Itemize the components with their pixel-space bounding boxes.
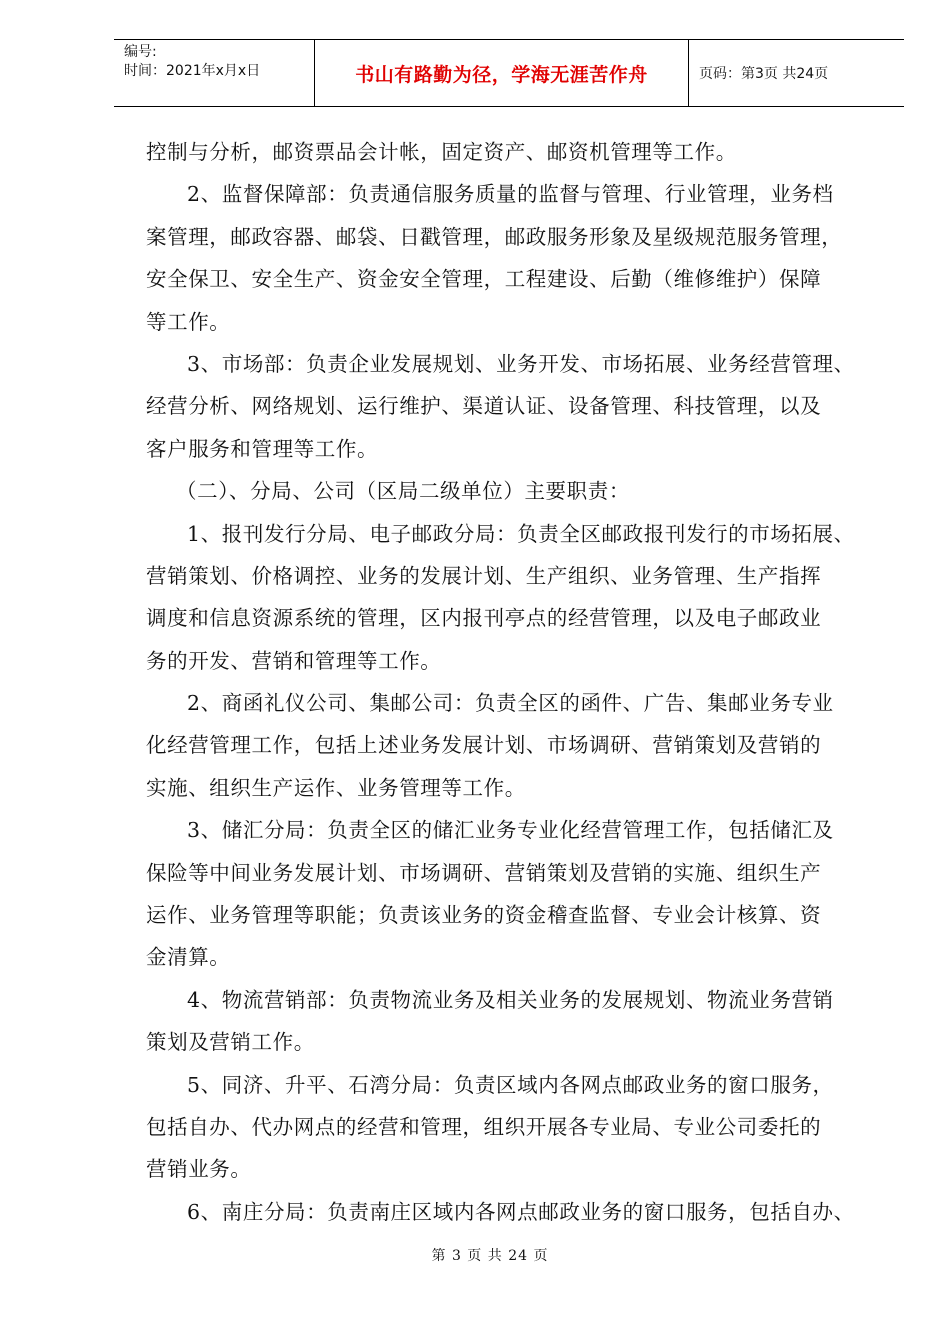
body-line: 3、储汇分局：负责全区的储汇业务专业化经营管理工作，包括储汇及 [187,818,834,843]
body-line: 金清算。 [146,945,231,970]
body-line: 6、南庄分局：负责南庄区域内各网点邮政业务的窗口服务，包括自办、 [187,1199,855,1224]
body-line: 3、市场部：负责企业发展规划、业务开发、市场拓展、业务经营管理、 [187,351,855,376]
header-motto-cell [315,40,689,106]
body-line: 2、监督保障部：负责通信服务质量的监督与管理、行业管理，业务档 [187,182,834,207]
body-line: 案管理，邮政容器、邮袋、日戳管理，邮政服务形象及星级规范服务管理， [146,224,843,249]
serial-label: 编号: [124,44,157,60]
header-page-cell [689,40,904,106]
time-label: 时间：2021年x月x日 [124,63,261,79]
body-line: 等工作。 [146,309,231,334]
body-line: 实施、组织生产运作、业务管理等工作。 [146,775,526,800]
page-label: 页码：第3页 共24页 [699,66,829,82]
body-line: 营销业务。 [146,1157,252,1182]
body-line: 2、商函礼仪公司、集邮公司：负责全区的函件、广告、集邮业务专业 [187,691,834,716]
body-line: 营销策划、价格调控、业务的发展计划、生产组织、业务管理、生产指挥 [146,563,822,588]
body-line: 5、同济、升平、石湾分局：负责区域内各网点邮政业务的窗口服务， [187,1072,834,1097]
body-line: 客户服务和管理等工作。 [146,436,379,461]
body-line: 控制与分析，邮资票品会计帐，固定资产、邮资机管理等工作。 [146,140,737,164]
motto-text: 书山有路勤为径，学海无涯苦作舟 [355,63,648,86]
header-meta-cell [114,40,315,106]
body-line: 化经营管理工作，包括上述业务发展计划、市场调研、营销策划及营销的 [146,733,822,758]
page-footer: 第 3 页 共 24 页 [431,1248,549,1264]
section-heading: （二）、分局、公司（区局二级单位）主要职责： [176,479,630,504]
body-line: 4、物流营销部：负责物流业务及相关业务的发展规划、物流业务营销 [187,987,834,1012]
body-line: 策划及营销工作。 [146,1030,315,1055]
document-body [146,131,886,1233]
body-line: 保险等中间业务发展计划、市场调研、营销策划及营销的实施、组织生产 [146,860,822,885]
body-line: 经营分析、网络规划、运行维护、渠道认证、设备管理、科技管理，以及 [146,394,822,419]
body-line: 运作、业务管理等职能；负责该业务的资金稽查监督、专业会计核算、资 [146,903,822,928]
body-line: 安全保卫、安全生产、资金安全管理，工程建设、后勤（维修维护）保障 [146,267,822,292]
body-line: 1、报刊发行分局、电子邮政分局：负责全区邮政报刊发行的市场拓展、 [187,521,855,546]
document-header [114,39,904,107]
body-line: 务的开发、营销和管理等工作。 [146,648,442,673]
body-line: 包括自办、代办网点的经营和管理，组织开展各专业局、专业公司委托的 [146,1114,822,1139]
body-line: 调度和信息资源系统的管理，区内报刊亭点的经营管理，以及电子邮政业 [146,606,822,631]
